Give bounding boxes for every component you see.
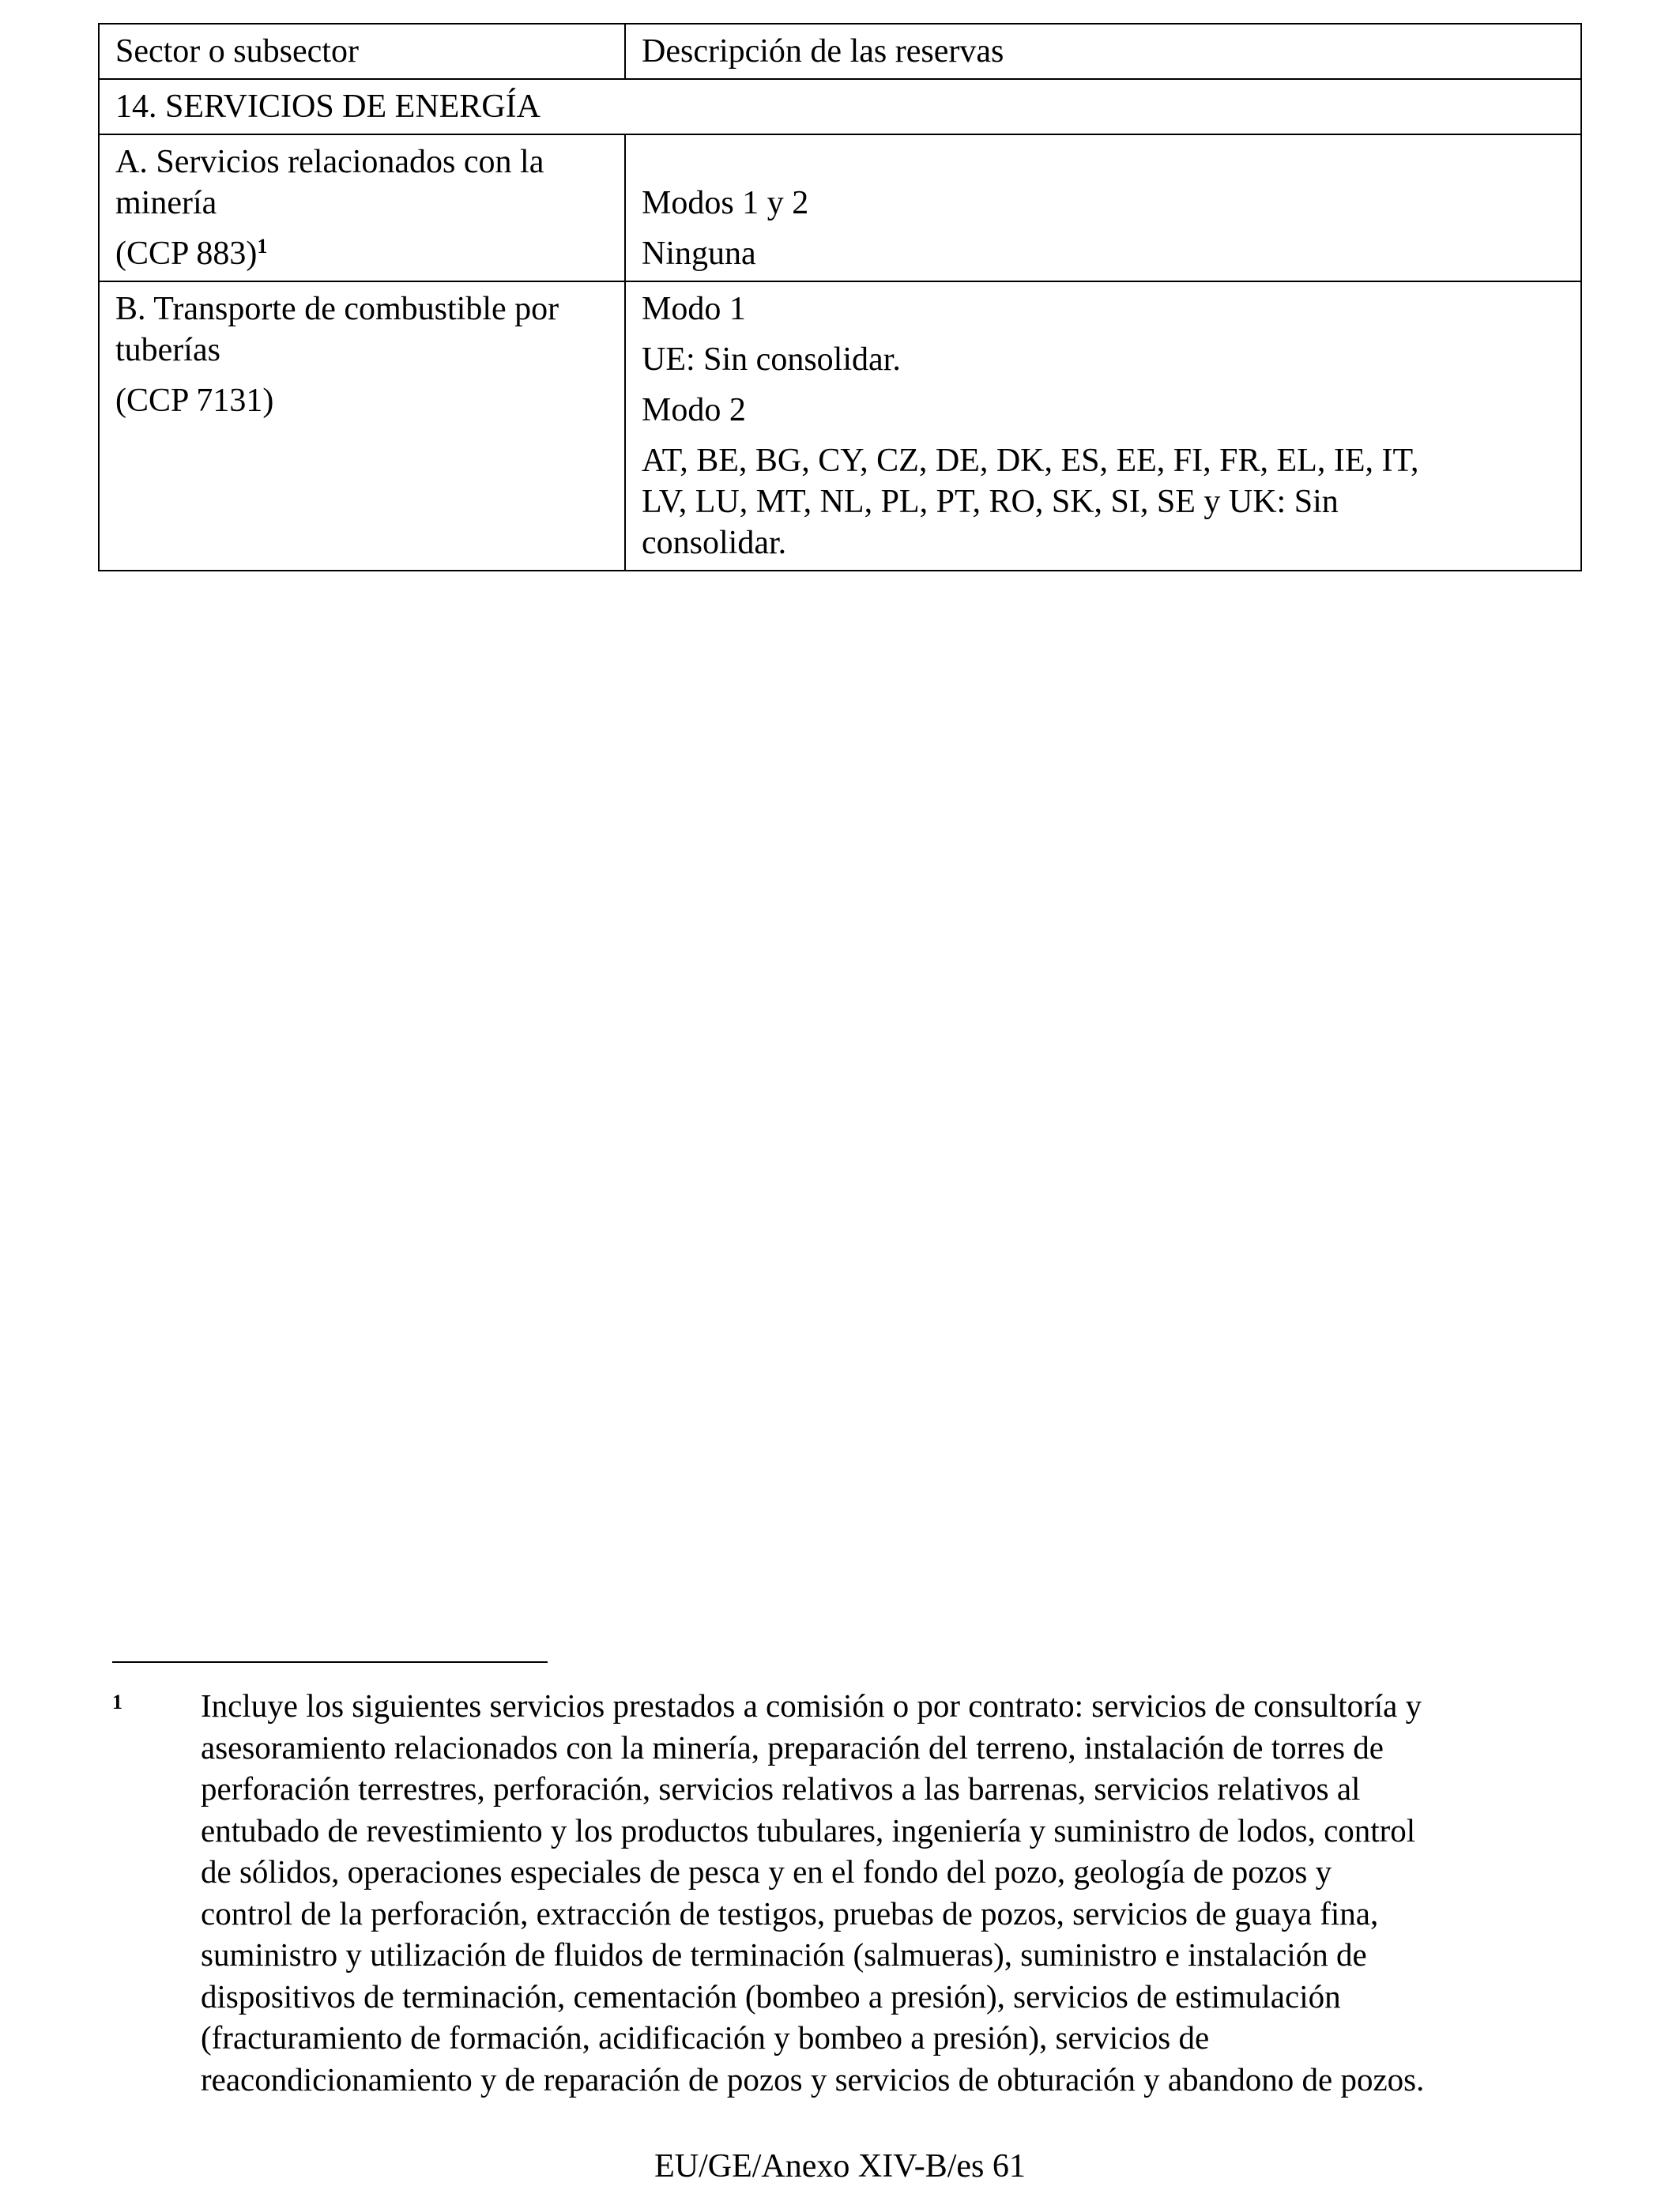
footnote-line: reacondicionamiento y de reparación de pozos y servicios de obturación y abandono de pozos.	[201, 2060, 1425, 2098]
section-title: 14. SERVICIOS DE ENERGÍA	[99, 79, 1581, 134]
sector-text: tuberías	[115, 332, 220, 368]
description-text: consolidar.	[642, 525, 787, 561]
footnote-line: dispositivos de terminación, cementación (bombeo a presión), servicios de estimulación	[201, 1977, 1341, 2015]
description-text: Modo 2	[642, 392, 746, 428]
footnote-line: de sólidos, operaciones especiales de pesca y en el fondo del pozo, geología de pozos y	[201, 1853, 1332, 1890]
sector-cell	[99, 281, 625, 571]
sector-code-line	[115, 233, 608, 274]
sector-text: B. Transporte de combustible por	[115, 291, 559, 327]
sector-code: (CCP 883)	[115, 236, 258, 272]
sector-text: A. Servicios relacionados con la	[115, 144, 544, 180]
footnote-line: asesoramiento relacionados con la minería, preparación del terreno, instalación de torres de	[201, 1728, 1384, 1766]
section-title-row	[99, 79, 1581, 134]
table-header-row	[99, 24, 1581, 79]
description-cell	[625, 134, 1581, 281]
footnote-mark: 1	[112, 1691, 122, 1713]
description-text: Ninguna	[642, 236, 756, 272]
footnote-line: entubado de revestimiento y los productos tubulares, ingeniería y suministro de lodos, control	[201, 1811, 1416, 1849]
description-cell	[625, 281, 1581, 571]
sector-text: minería	[115, 185, 217, 221]
table-row	[99, 281, 1581, 571]
footnote	[112, 1685, 1582, 2100]
page-footer: EU/GE/Anexo XIV-B/es 61	[654, 2148, 1026, 2185]
description-text: LV, LU, MT, NL, PL, PT, RO, SK, SI, SE y UK: Sin	[642, 484, 1339, 520]
reservations-table	[98, 23, 1582, 571]
footnote-line: control de la perforación, extracción de testigos, pruebas de pozos, servicios de guaya fina,	[201, 1894, 1379, 1932]
sector-cell	[99, 134, 625, 281]
footnote-line: Incluye los siguientes servicios prestados a comisión o por contrato: servicios de consultoría y	[201, 1687, 1422, 1724]
header-cell-description: Descripción de las reservas	[625, 24, 1581, 79]
footnote-separator	[112, 1661, 548, 1663]
description-text: Modo 1	[642, 291, 746, 327]
footnote-line: (fracturamiento de formación, acidificación y bombeo a presión), servicios de	[201, 2019, 1210, 2056]
description-text: Modos 1 y 2	[642, 185, 809, 221]
footnote-line: perforación terrestres, perforación, servicios relativos a las barrenas, servicios relativos al	[201, 1770, 1361, 1807]
footnote-reference: 1	[257, 235, 268, 258]
footnote-text	[201, 1685, 1582, 2100]
footnote-line: suministro y utilización de fluidos de terminación (salmueras), suministro e instalación de	[201, 1936, 1367, 1973]
sector-code: (CCP 7131)	[115, 383, 274, 419]
table-row	[99, 134, 1581, 281]
header-cell-sector: Sector o subsector	[99, 24, 625, 79]
description-text: UE: Sin consolidar.	[642, 341, 901, 378]
description-text: AT, BE, BG, CY, CZ, DE, DK, ES, EE, FI, FR, EL, IE, IT,	[642, 443, 1419, 479]
